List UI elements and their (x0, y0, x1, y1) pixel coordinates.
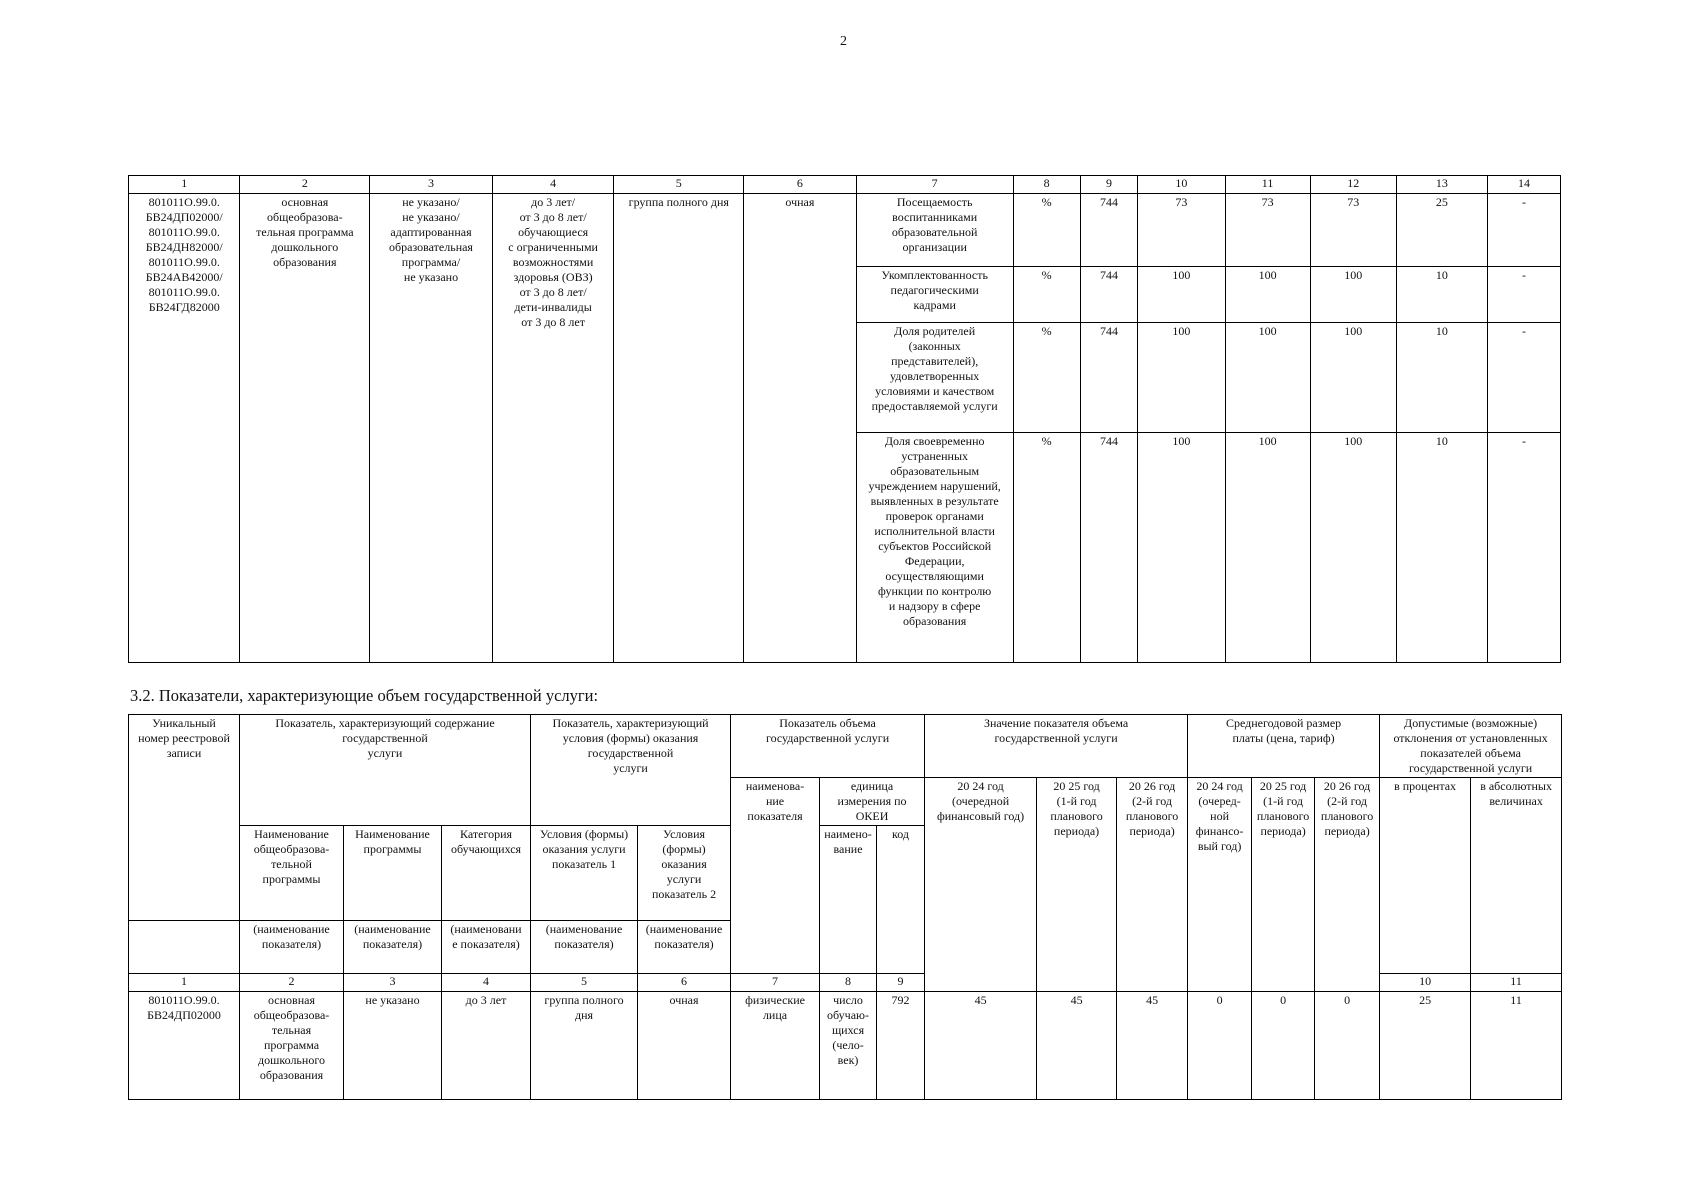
value-year-1: 100 (1138, 267, 1225, 323)
col-num: 5 (531, 974, 638, 992)
value-year-1: 73 (1138, 194, 1225, 267)
value-year-2: 73 (1225, 194, 1310, 267)
value-year-3: 100 (1310, 433, 1396, 663)
deviation-percent: 25 (1380, 992, 1471, 1100)
header-indicator-4: (наименование показателя) (531, 921, 638, 974)
deviation-absolute: - (1487, 194, 1560, 267)
conditions-2: очная (638, 992, 731, 1100)
value-year-1: 100 (1138, 323, 1225, 433)
deviation-percent: 25 (1396, 194, 1487, 267)
quality-indicators-table (128, 175, 1561, 663)
header-conditions-1: Условия (формы) оказания услуги показатель 1 (531, 826, 638, 921)
header-program: Наименование программы (344, 826, 442, 921)
value-year-2: 45 (1037, 992, 1117, 1100)
header-unit-name: наимено- вание (820, 826, 877, 974)
header-indicator-1: (наименование показателя) (240, 921, 344, 974)
column-number-row (129, 176, 1561, 194)
value-year-1: 45 (925, 992, 1037, 1100)
col-num: 6 (744, 176, 856, 194)
indicator-unit: % (1013, 433, 1080, 663)
col-num: 11 (1225, 176, 1310, 194)
header-indicator-2: (наименование показателя) (344, 921, 442, 974)
header-unit: единица измерения по ОКЕИ (820, 778, 925, 826)
col-num: 7 (731, 974, 820, 992)
header-indicator-name: наименова- ние показателя (731, 778, 820, 974)
col-num: 8 (820, 974, 877, 992)
header-value-year-3: 20 26 год (2-й год планового периода) (1117, 778, 1188, 992)
value-year-2: 100 (1225, 433, 1310, 663)
header-fee-year-1: 20 24 год (очеред- ной финансо- вый год) (1188, 778, 1252, 992)
header-deviation: Допустимые (возможные) отклонения от установленных показателей объема государственной услуги (1380, 715, 1562, 778)
col-num: 13 (1396, 176, 1487, 194)
value-year-1: 100 (1138, 433, 1225, 663)
header-deviation-percent-fill (1380, 826, 1471, 974)
indicator-unit: % (1013, 267, 1080, 323)
deviation-absolute: - (1487, 323, 1560, 433)
unit-name: число обучаю- щихся (чело- век) (820, 992, 877, 1100)
header-unique-number: Уникальный номер реестровой записи (129, 715, 240, 921)
conditions-2: очная (744, 194, 856, 663)
header-value: Значение показателя объема государственной услуги (925, 715, 1188, 778)
value-year-3: 45 (1117, 992, 1188, 1100)
col-num: 10 (1380, 974, 1471, 992)
header-conditions-2: Условия (формы) оказания услуги показатель 2 (638, 826, 731, 921)
deviation-absolute: - (1487, 433, 1560, 663)
table-row (129, 992, 1562, 1100)
col-num: 9 (877, 974, 925, 992)
header-volume: Показатель объема государственной услуги (731, 715, 925, 778)
header-unique-fill (129, 921, 240, 974)
header-category: Категория обучающихся (442, 826, 531, 921)
header-deviation-absolute-fill (1471, 826, 1562, 974)
indicator-code: 744 (1080, 267, 1138, 323)
fee-year-3: 0 (1315, 992, 1380, 1100)
value-year-3: 100 (1310, 323, 1396, 433)
deviation-absolute: 11 (1471, 992, 1562, 1100)
col-num: 5 (614, 176, 744, 194)
indicator-name: Укомплектованность педагогическими кадрами (856, 267, 1013, 323)
conditions-1: группа полного дня (531, 992, 638, 1100)
col-num: 4 (492, 176, 614, 194)
header-fee-year-2: 20 25 год (1-й год планового периода) (1252, 778, 1315, 992)
section-title: 3.2. Показатели, характеризующие объем государственной услуги: (130, 686, 599, 705)
header-indicator-3: (наименовани е показателя) (442, 921, 531, 974)
header-value-year-1: 20 24 год (очередной финансовый год) (925, 778, 1037, 992)
indicator-name: физические лица (731, 992, 820, 1100)
conditions-1: группа полного дня (614, 194, 744, 663)
registry-code: 801011О.99.0. БВ24ДП02000 (129, 992, 240, 1100)
col-num: 7 (856, 176, 1013, 194)
program-type: не указано/ не указано/ адаптированная образовательная программа/ не указано (370, 194, 493, 663)
header-fee: Среднегодовой размер платы (цена, тариф) (1188, 715, 1380, 778)
deviation-percent: 10 (1396, 267, 1487, 323)
deviation-percent: 10 (1396, 433, 1487, 663)
col-num: 1 (129, 176, 240, 194)
col-num: 2 (240, 974, 344, 992)
col-num: 4 (442, 974, 531, 992)
col-num: 8 (1013, 176, 1080, 194)
header-deviation-absolute: в абсолютных величинах (1471, 778, 1562, 826)
indicator-code: 744 (1080, 194, 1138, 267)
table-row (129, 194, 1561, 267)
indicator-name: Посещаемость воспитанниками образовательной организации (856, 194, 1013, 267)
col-num: 2 (240, 176, 370, 194)
program-type: не указано (344, 992, 442, 1100)
fee-year-1: 0 (1188, 992, 1252, 1100)
unit-code: 792 (877, 992, 925, 1100)
header-unit-code: код (877, 826, 925, 974)
indicator-code: 744 (1080, 323, 1138, 433)
value-year-3: 73 (1310, 194, 1396, 267)
col-num: 14 (1487, 176, 1560, 194)
col-num: 9 (1080, 176, 1138, 194)
deviation-absolute: - (1487, 267, 1560, 323)
indicator-code: 744 (1080, 433, 1138, 663)
indicator-name: Доля родителей (законных представителей), удовлетворенных условиями и качеством предоставляемой услуги (856, 323, 1013, 433)
volume-indicators-table (128, 714, 1562, 1100)
col-num: 3 (370, 176, 493, 194)
col-num: 12 (1310, 176, 1396, 194)
value-year-2: 100 (1225, 267, 1310, 323)
header-deviation-percent: в процентах (1380, 778, 1471, 826)
header-indicator-5: (наименование показателя) (638, 921, 731, 974)
header-fee-year-3: 20 26 год (2-й год планового периода) (1315, 778, 1380, 992)
program-name: основная общеобразова- тельная программа дошкольного образования (240, 992, 344, 1100)
header-value-year-2: 20 25 год (1-й год планового периода) (1037, 778, 1117, 992)
program-name: основная общеобразова- тельная программа дошкольного образования (240, 194, 370, 663)
indicator-unit: % (1013, 323, 1080, 433)
page-number: 2 (840, 34, 847, 49)
indicator-unit: % (1013, 194, 1080, 267)
fee-year-2: 0 (1252, 992, 1315, 1100)
indicator-name: Доля своевременно устраненных образовательным учреждением нарушений, выявленных в результате проверок органами исполнительной власти субъектов Российской Федерации, осуществляющими функции по контролю и надзору в сфере образования (856, 433, 1013, 663)
student-category: до 3 лет (442, 992, 531, 1100)
value-year-3: 100 (1310, 267, 1396, 323)
col-num: 1 (129, 974, 240, 992)
student-category: до 3 лет/ от 3 до 8 лет/ обучающиеся с ограниченными возможностями здоровья (ОВЗ) от 3 до 8 лет/ дети-инвалиды от 3 до 8 лет (492, 194, 614, 663)
header-row (129, 715, 1562, 778)
col-num: 6 (638, 974, 731, 992)
col-num: 3 (344, 974, 442, 992)
value-year-2: 100 (1225, 323, 1310, 433)
registry-code: 801011О.99.0. БВ24ДП02000/ 801011О.99.0. БВ24ДН82000/ 801011О.99.0. БВ24АВ42000/ 801011О.99.0. БВ24ГД82000 (129, 194, 240, 663)
deviation-percent: 10 (1396, 323, 1487, 433)
header-conditions: Показатель, характеризующий условия (формы) оказания государственной услуги (531, 715, 731, 826)
header-content: Показатель, характеризующий содержание государственной услуги (240, 715, 531, 826)
col-num: 10 (1138, 176, 1225, 194)
header-program-name: Наименование общеобразова- тельной программы (240, 826, 344, 921)
col-num: 11 (1471, 974, 1562, 992)
